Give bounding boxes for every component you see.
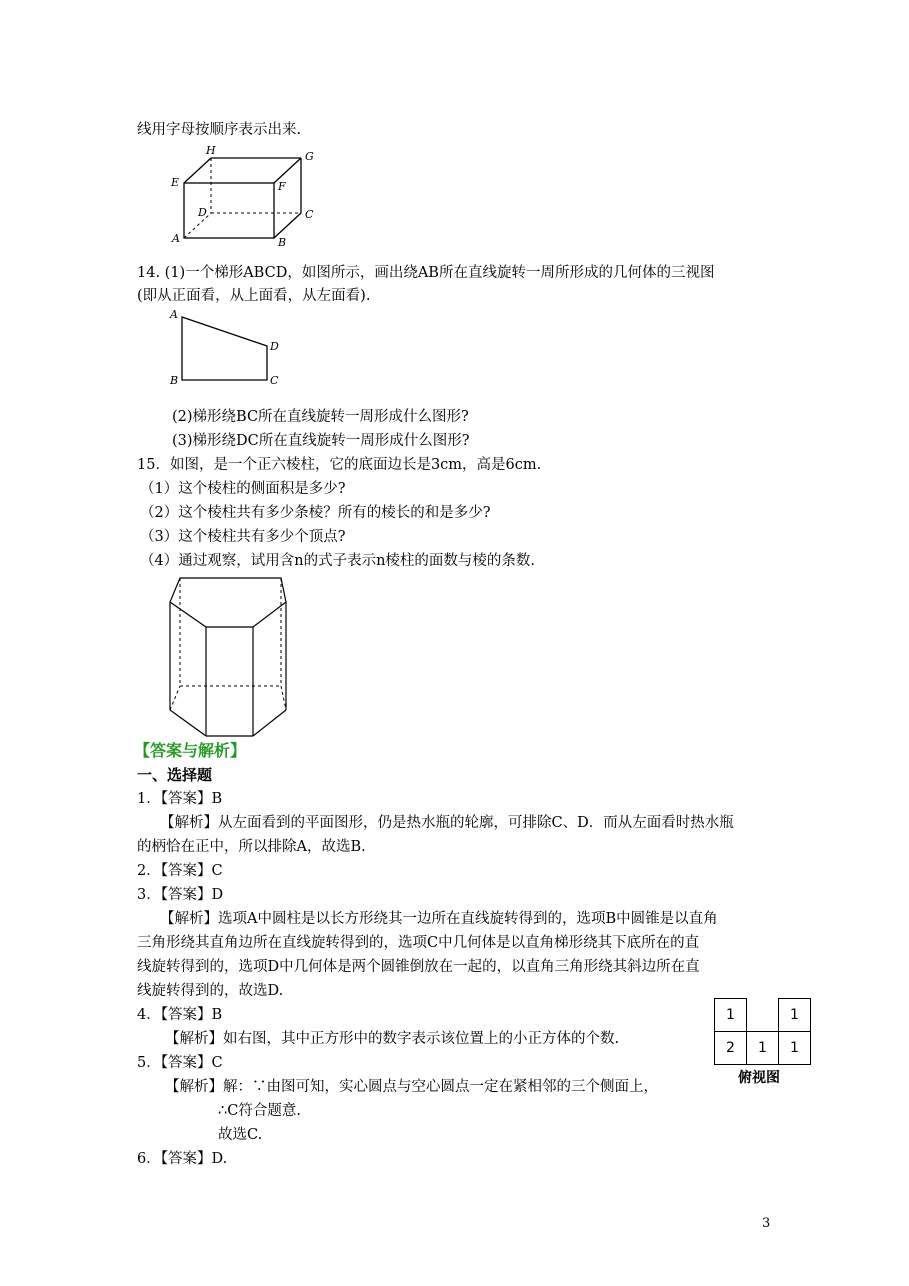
top-view-grid <box>714 998 811 1065</box>
answer-line: 5．【答案】C <box>137 1055 223 1071</box>
explanation-line: ∴C符合题意. <box>218 1103 301 1119</box>
explanation-line: 【解析】如右图，其中正方形中的数字表示该位置上的小正方体的个数. <box>165 1031 620 1047</box>
text-line: （4）通过观察，试用含n的式子表示n棱柱的面数与棱的条数. <box>140 553 536 569</box>
explanation-line: 【解析】解：∵由图可知，实心圆点与空心圆点一定在紧相邻的三个侧面上， <box>165 1079 658 1095</box>
label-c: C <box>305 208 314 221</box>
explanation-line: 的柄恰在正中，所以排除A，故选B. <box>137 839 366 855</box>
text-line: 线用字母按顺序表示出来. <box>137 122 302 138</box>
grid-caption: 俯视图 <box>738 1070 780 1086</box>
label-a: A <box>170 308 178 321</box>
grid-cell: 1 <box>715 999 747 1032</box>
label-b: B <box>170 374 179 387</box>
text-line: 14. (1)一个梯形ABCD，如图所示，画出绕AB所在直线旋转一周所形成的几何体的三视图 <box>137 265 715 281</box>
text-line: (即从正面看，从上面看，从左面看). <box>137 288 371 304</box>
answer-line: 2．【答案】C <box>137 863 223 879</box>
hexagonal-prism-figure <box>166 572 288 744</box>
label-h: H <box>206 144 216 157</box>
grid-cell: 1 <box>779 999 811 1032</box>
text-line: （1）这个棱柱的侧面积是多少? <box>140 481 346 497</box>
explanation-line: 线旋转得到的，选项D中几何体是两个圆锥倒放在一起的，以直角三角形绕其斜边所在直 <box>137 959 700 975</box>
grid-cell <box>747 999 779 1032</box>
grid-cell: 1 <box>779 1032 811 1065</box>
answer-line: 3．【答案】D <box>137 887 224 903</box>
cuboid-figure <box>168 142 328 250</box>
label-d: D <box>270 340 279 353</box>
explanation-line: 三角形绕其直角边所在直线旋转得到的，选项C中几何体是以直角梯形绕其下底所在的直 <box>137 935 700 951</box>
explanation-line: 故选C. <box>218 1127 263 1143</box>
text-line: 15．如图，是一个正六棱柱，它的底面边长是3cm，高是6cm. <box>137 457 542 473</box>
answer-line: 6．【答案】D. <box>137 1151 228 1167</box>
label-c: C <box>270 374 279 387</box>
section-heading: 一、选择题 <box>137 766 213 784</box>
grid-cell: 1 <box>747 1032 779 1065</box>
text-line: （2）这个棱柱共有多少条棱？所有的棱长的和是多少? <box>140 505 491 521</box>
text-line: (2)梯形绕BC所在直线旋转一周形成什么图形? <box>172 409 469 425</box>
label-g: G <box>305 150 314 163</box>
label-e: E <box>171 176 180 189</box>
answer-line: 1．【答案】B <box>137 791 223 807</box>
answer-line: 4．【答案】B <box>137 1007 223 1023</box>
trapezoid-figure <box>166 304 286 388</box>
label-a: A <box>172 232 180 245</box>
text-line: (3)梯形绕DC所在直线旋转一周形成什么图形? <box>172 433 470 449</box>
grid-cell: 2 <box>715 1032 747 1065</box>
explanation-line: 【解析】从左面看到的平面图形，仍是热水瓶的轮廓，可排除C、D．而从左面看时热水瓶 <box>160 815 734 831</box>
explanation-line: 线旋转得到的，故选D. <box>137 983 284 999</box>
explanation-line: 【解析】选项A中圆柱是以长方形绕其一边所在直线旋转得到的，选项B中圆锥是以直角 <box>160 911 718 927</box>
label-b: B <box>278 236 287 249</box>
text-line: （3）这个棱柱共有多少个顶点? <box>140 529 346 545</box>
page-number: 3 <box>762 1216 771 1231</box>
label-f: F <box>278 180 286 193</box>
label-d: D <box>198 206 207 219</box>
answers-title: 【答案与解析】 <box>134 741 247 760</box>
